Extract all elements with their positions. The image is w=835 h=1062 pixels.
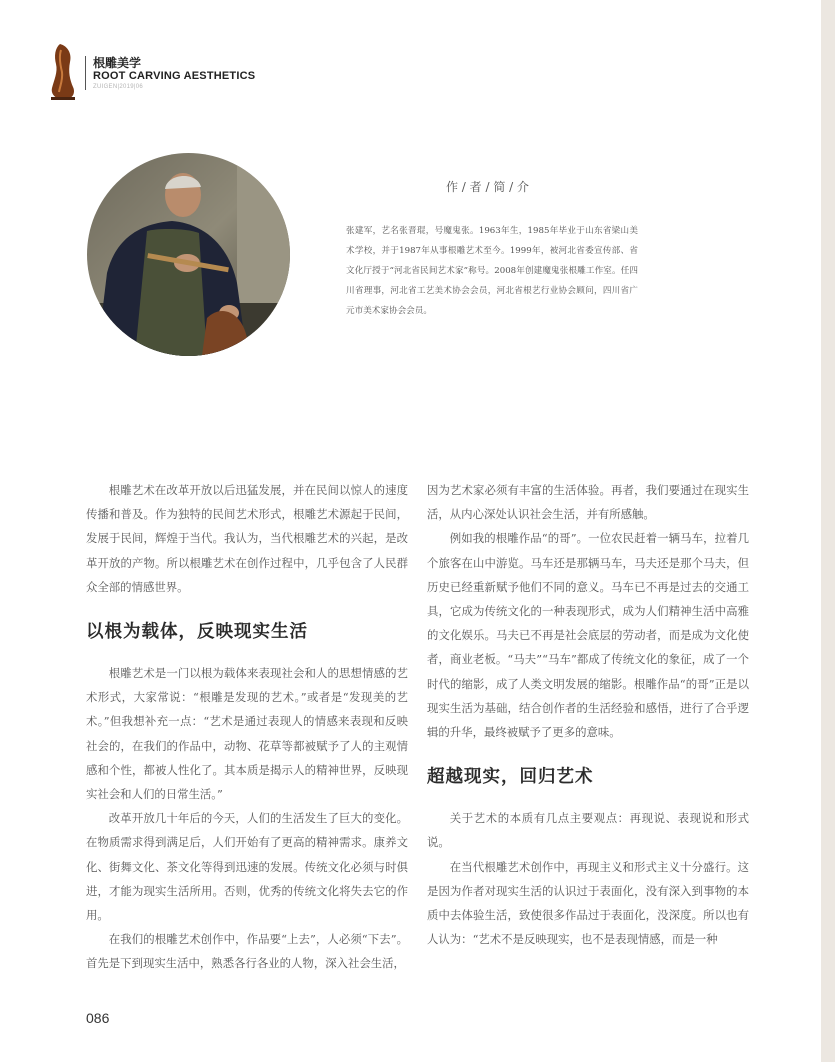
article-column-left [86,478,408,976]
section-heading: 以根为载体，反映现实生活 [86,622,308,643]
article-column-right [427,478,749,951]
root-carving-logo [48,42,78,100]
paragraph: 关于艺术的本质有几点主要观点：再现说、表现说和形式说。 [427,811,749,850]
paragraph: 根雕艺术在改革开放以后迅猛发展，并在民间以惊人的速度传播和普及。作为独特的民间艺术形式，根雕艺术源起于民间，发展于民间，辉煌于当代。我认为，当代根雕艺术的兴起，是改革开放的产物。所以根雕艺术在创作过程中，几乎包含了人民群众全部的情感世界。 [86,483,408,594]
paragraph: 根雕艺术是一门以根为载体来表现社会和人的思想情感的艺术形式，大家常说：“根雕是发现的艺术。”或者是“发现美的艺术。”但我想补充一点：“艺术是通过表现人的情感来表现和反映社会的，在我们的作品中，动物、花草等都被赋予了人的主观情感和个性，都被人性化了。其本质是揭示人的精神世界，反映现实社会和人们的日常生活。” [86,666,408,802]
paragraph: 改革开放几十年后的今天，人们的生活发生了巨大的变化。在物质需求得到满足后，人们开始有了更高的精神需求。康养文化、街舞文化、茶文化等得到迅速的发展。传统文化必须与时俱进，才能为现实生活所用。否则，优秀的传统文化将失去它的作用。 [86,811,408,923]
brand-divider [85,56,86,90]
paragraph: 在我们的根雕艺术创作中，作品要“上去”，人必须“下去”。首先是下到现实生活中，熟悉各行各业的人物，深入社会生活， [86,932,408,971]
section-heading: 超越现实，回归艺术 [427,767,594,788]
page-edge [821,0,835,1062]
brand-title-cn: 根雕美学 [93,56,142,70]
page-number: 086 [86,1010,110,1026]
paragraph: 例如我的根雕作品“的哥”。一位农民赶着一辆马车，拉着几个旅客在山中游览。马车还是那辆马车，马夫还是那个马夫，但历史已经重新赋予他们不同的意义。马车已不再是过去的交通工具，它成为传统文化的一种表现形式，成为人们精神生活中高雅的文化娱乐。马夫已不再是社会底层的劳动者，而是成为文化使者，商业老板。“马夫”“马车”都成了传统文化的象征，成了一个时代的缩影，成了人类文明发展的缩影。根雕作品“的哥”正是以现实生活为基础，结合创作者的生活经验和感悟，进行了合乎逻辑的升华，最终被赋予了更多的意味。 [427,531,749,740]
bio-text: 张建军，艺名张晋琨，号魔鬼张。1963年生，1985年毕业于山东省梁山美术学校，并于1987年从事根雕艺术至今。1999年，被河北省委宣传部、省文化厅授于“河北省民间艺术家”称号。2008年创建魔鬼张根雕工作室。任四川省理事，河北省工艺美术协会会员，河北省根艺行业协会顾问，四川省广元市美术家协会会员。 [346,226,638,316]
issue-code: ZUIGEN|2019|06 [93,84,144,90]
paragraph: 在当代根雕艺术创作中，再现主义和形式主义十分盛行。这是因为作者对现实生活的认识过于表面化，没有深入到事物的本质中去体验生活，致使很多作品过于表面化，没深度。所以也有人认为：“艺术不是反映现实，也不是表现情感，而是一种 [427,859,749,947]
bio-title: 作 / 者 / 简 / 介 [445,180,530,194]
author-portrait [87,153,290,356]
paragraph: 因为艺术家必须有丰富的生活体验。再者，我们要通过在现实生活，从内心深处认识社会生活，并有所感触。 [427,483,749,522]
brand-title-en: ROOT CARVING AESTHETICS [93,70,256,82]
